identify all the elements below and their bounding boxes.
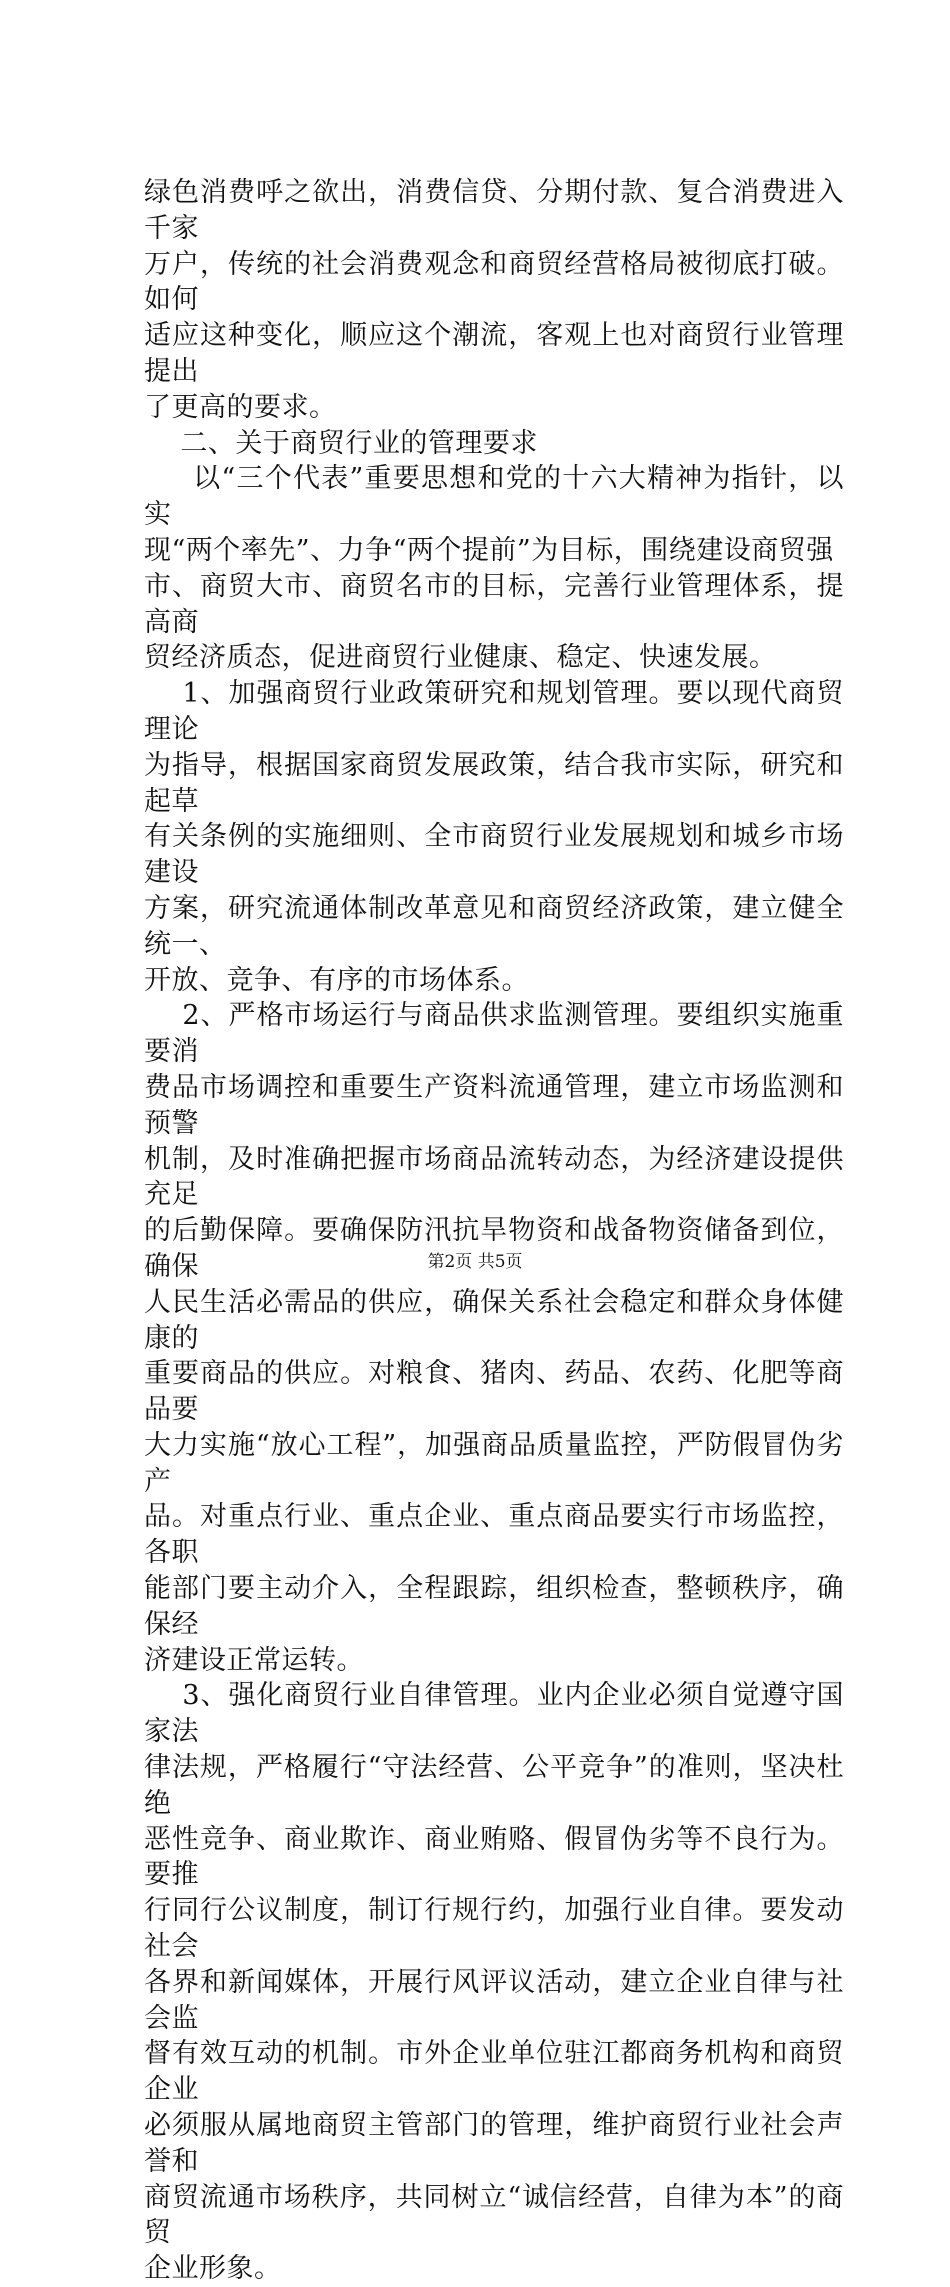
text-line: 各界和新闻媒体，开展行风评议活动，建立企业自律与社会监 xyxy=(144,1966,844,2034)
text-line: 恶性竞争、商业欺诈、商业贿赂、假冒伪劣等不良行为。要推 xyxy=(144,1823,844,1891)
text-line: 有关条例的实施细则、全市商贸行业发展规划和城乡市场建设 xyxy=(144,821,844,889)
text-line: 贸经济质态，促进商贸行业健康、稳定、快速发展。 xyxy=(144,642,777,674)
text-line: 适应这种变化，顺应这个潮流，客观上也对商贸行业管理提出 xyxy=(144,320,844,387)
text-line: 的后勤保障。要确保防汛抗旱物资和战备物资储备到位，确保 xyxy=(144,1215,844,1282)
text-line: 督有效互动的机制。市外企业单位驻江都商务机构和商贸企业 xyxy=(144,2038,844,2106)
text-line: 现“两个率先”、力争“两个提前”为目标，围绕建设商贸强 xyxy=(144,534,834,566)
text-line: 费品市场调控和重要生产资料流通管理，建立市场监测和预警 xyxy=(144,1071,844,1139)
text-line: 万户，传统的社会消费观念和商贸经营格局被彻底打破。如何 xyxy=(144,248,844,316)
text-line: 2、严格市场运行与商品供求监测管理。要组织实施重要消 xyxy=(144,1000,844,1068)
text-line: 商贸流通市场秩序，共同树立“诚信经营，自律为本”的商贸 xyxy=(144,2181,844,2249)
text-line: 品。对重点行业、重点企业、重点商品要实行市场监控，各职 xyxy=(144,1501,844,1569)
text-line: 律法规，严格履行“守法经营、公平竞争”的准则，坚决杜绝 xyxy=(144,1752,844,1819)
text-line: 了更高的要求。 xyxy=(144,391,337,423)
text-line: 大力实施“放心工程”，加强商品质量监控，严防假冒伪劣产 xyxy=(144,1429,844,1497)
document-body xyxy=(144,175,844,2287)
text-line: 重要商品的供应。对粮食、猪肉、药品、农药、化肥等商品要 xyxy=(144,1358,844,1426)
text-line: 1、加强商贸行业政策研究和规划管理。要以现代商贸理论 xyxy=(144,678,844,745)
text-line: 以“三个代表”重要思想和党的十六大精神为指针，以实 xyxy=(144,463,845,531)
text-line: 机制，及时准确把握市场商品流转动态，为经济建设提供充足 xyxy=(144,1143,844,1211)
text-line: 人民生活必需品的供应，确保关系社会稳定和群众身体健康的 xyxy=(144,1286,844,1354)
text-line: 绿色消费呼之欲出，消费信贷、分期付款、复合消费进入千家 xyxy=(144,177,844,244)
text-line: 济建设正常运转。 xyxy=(144,1644,364,1676)
text-line: 市、商贸大市、商贸名市的目标，完善行业管理体系，提高商 xyxy=(144,570,844,638)
page-number-footer: 第2页 共5页 xyxy=(427,1252,523,1272)
text-line: 方案，研究流通体制改革意见和商贸经济政策，建立健全统一、 xyxy=(144,892,844,960)
text-line: 企业形象。 xyxy=(144,2253,282,2285)
section-heading: 二、关于商贸行业的管理要求 xyxy=(144,427,538,459)
text-line: 为指导，根据国家商贸发展政策，结合我市实际，研究和起草 xyxy=(144,749,844,817)
text-line: 行同行公议制度，制订行规行约，加强行业自律。要发动社会 xyxy=(144,1895,844,1963)
text-line: 3、强化商贸行业自律管理。业内企业必须自觉遵守国家法 xyxy=(144,1680,844,1748)
text-line: 必须服从属地商贸主管部门的管理，维护商贸行业社会声誉和 xyxy=(144,2110,844,2177)
text-line: 开放、竞争、有序的市场体系。 xyxy=(144,964,529,996)
text-line: 能部门要主动介入，全程跟踪，组织检查，整顿秩序，确保经 xyxy=(144,1573,844,1640)
